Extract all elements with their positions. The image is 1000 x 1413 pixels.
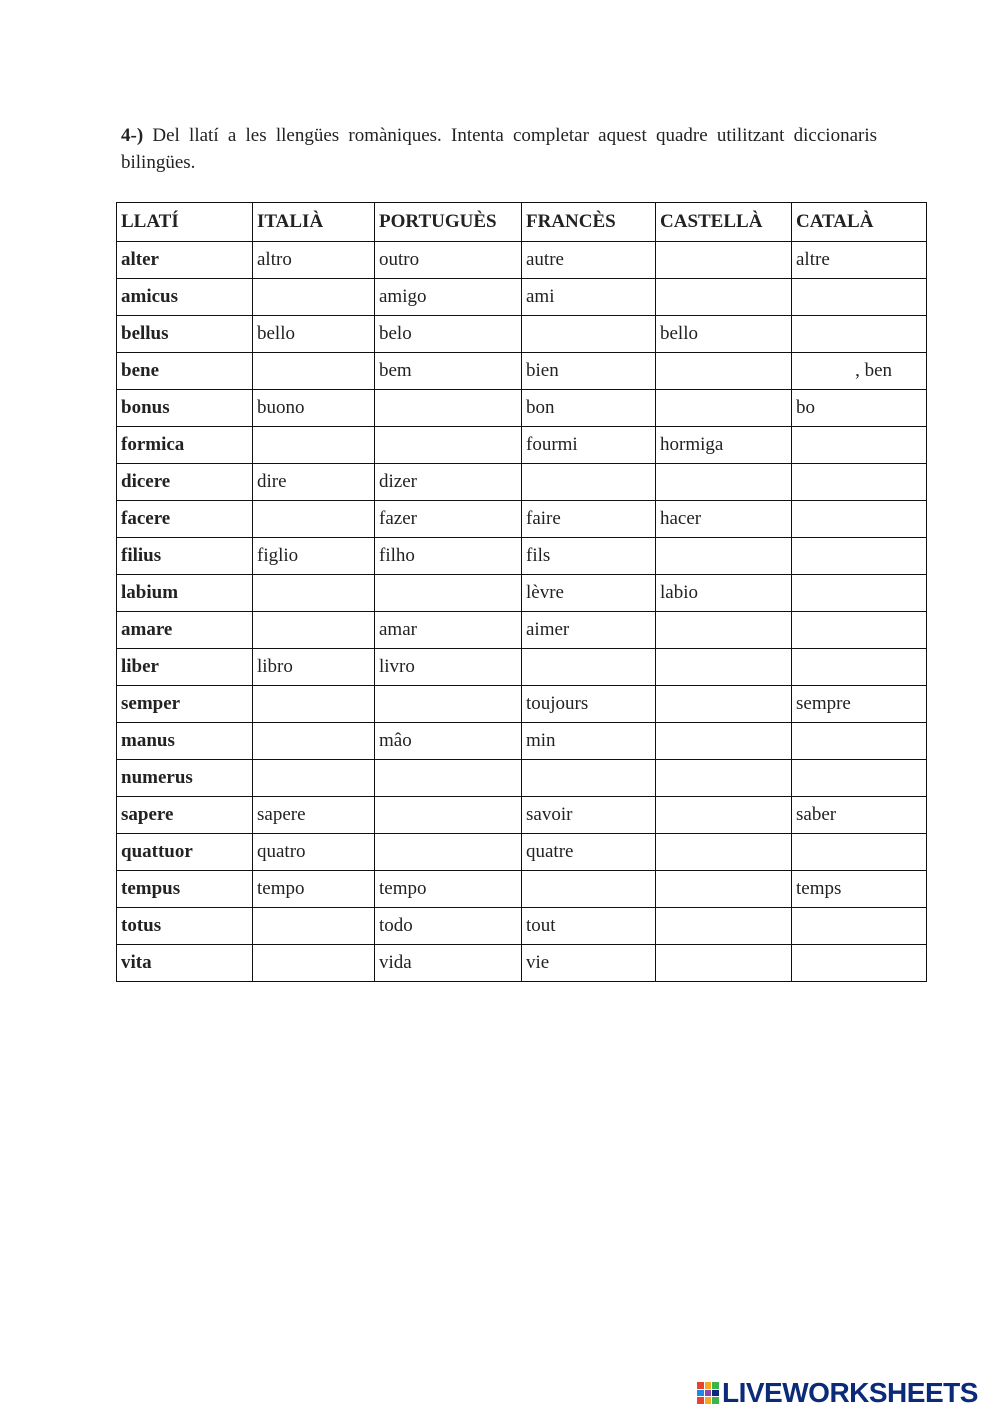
catalan-cell[interactable]: [792, 723, 927, 760]
exercise-number: 4-): [121, 125, 144, 146]
portuguese-cell: livro: [375, 649, 522, 686]
french-cell: faire: [522, 501, 656, 538]
table-row: [117, 501, 927, 538]
portuguese-cell: tempo: [375, 871, 522, 908]
latin-word-cell: manus: [117, 723, 253, 760]
catalan-cell[interactable]: [792, 427, 927, 464]
logo-square: [705, 1397, 712, 1404]
latin-word-cell: dicere: [117, 464, 253, 501]
table-row: [117, 427, 927, 464]
liveworksheets-logo: [697, 1377, 978, 1408]
italian-cell[interactable]: [253, 575, 375, 612]
portuguese-cell: amigo: [375, 279, 522, 316]
latin-word-cell: numerus: [117, 760, 253, 797]
italian-cell: buono: [253, 390, 375, 427]
latin-word-cell: formica: [117, 427, 253, 464]
catalan-cell[interactable]: [792, 908, 927, 945]
table-row: [117, 538, 927, 575]
portuguese-cell: amar: [375, 612, 522, 649]
table-row: [117, 945, 927, 982]
portuguese-cell[interactable]: [375, 427, 522, 464]
italian-cell[interactable]: [253, 612, 375, 649]
spanish-cell[interactable]: [656, 279, 792, 316]
spanish-cell[interactable]: [656, 464, 792, 501]
catalan-cell[interactable]: [792, 834, 927, 871]
catalan-cell[interactable]: [792, 575, 927, 612]
french-cell[interactable]: [522, 760, 656, 797]
catalan-cell[interactable]: [792, 538, 927, 575]
spanish-cell[interactable]: [656, 834, 792, 871]
spanish-cell[interactable]: [656, 390, 792, 427]
french-cell: vie: [522, 945, 656, 982]
portuguese-cell[interactable]: [375, 575, 522, 612]
logo-square: [705, 1382, 712, 1389]
latin-word-cell: quattuor: [117, 834, 253, 871]
catalan-cell: temps: [792, 871, 927, 908]
french-cell: tout: [522, 908, 656, 945]
portuguese-cell: belo: [375, 316, 522, 353]
latin-word-cell: facere: [117, 501, 253, 538]
french-cell: savoir: [522, 797, 656, 834]
italian-cell[interactable]: [253, 760, 375, 797]
spanish-cell: hormiga: [656, 427, 792, 464]
french-cell: bien: [522, 353, 656, 390]
italian-cell: tempo: [253, 871, 375, 908]
spanish-cell[interactable]: [656, 612, 792, 649]
header-french: FRANCÈS: [522, 203, 656, 242]
portuguese-cell: dizer: [375, 464, 522, 501]
logo-square: [697, 1382, 704, 1389]
italian-cell: bello: [253, 316, 375, 353]
logo-square: [712, 1382, 719, 1389]
table-row: [117, 353, 927, 390]
spanish-cell: hacer: [656, 501, 792, 538]
french-cell[interactable]: [522, 871, 656, 908]
table-row: [117, 390, 927, 427]
portuguese-cell: bem: [375, 353, 522, 390]
table-row: [117, 686, 927, 723]
liveworksheets-logo-icon: [697, 1382, 719, 1404]
portuguese-cell: outro: [375, 242, 522, 279]
table-row: [117, 908, 927, 945]
catalan-cell: sempre: [792, 686, 927, 723]
catalan-cell: , ben: [792, 353, 927, 390]
french-cell: autre: [522, 242, 656, 279]
logo-square: [697, 1390, 704, 1397]
italian-cell[interactable]: [253, 908, 375, 945]
catalan-cell[interactable]: [792, 649, 927, 686]
latin-word-cell: liber: [117, 649, 253, 686]
latin-word-cell: alter: [117, 242, 253, 279]
table-row: [117, 464, 927, 501]
spanish-cell[interactable]: [656, 686, 792, 723]
spanish-cell[interactable]: [656, 908, 792, 945]
latin-word-cell: semper: [117, 686, 253, 723]
spanish-cell[interactable]: [656, 871, 792, 908]
italian-cell[interactable]: [253, 723, 375, 760]
header-spanish: CASTELLÀ: [656, 203, 792, 242]
table-row: [117, 649, 927, 686]
italian-cell[interactable]: [253, 353, 375, 390]
french-cell: fourmi: [522, 427, 656, 464]
spanish-cell[interactable]: [656, 945, 792, 982]
table-row: [117, 316, 927, 353]
table-row: [117, 871, 927, 908]
italian-cell[interactable]: [253, 945, 375, 982]
portuguese-cell[interactable]: [375, 797, 522, 834]
italian-cell: libro: [253, 649, 375, 686]
latin-word-cell: sapere: [117, 797, 253, 834]
italian-cell[interactable]: [253, 279, 375, 316]
italian-cell[interactable]: [253, 427, 375, 464]
french-cell: fils: [522, 538, 656, 575]
portuguese-cell[interactable]: [375, 390, 522, 427]
french-cell[interactable]: [522, 316, 656, 353]
table-row: [117, 723, 927, 760]
portuguese-cell: fazer: [375, 501, 522, 538]
italian-cell: quatro: [253, 834, 375, 871]
brand-name: LIVEWORKSHEETS: [722, 1377, 978, 1408]
portuguese-cell: mâo: [375, 723, 522, 760]
latin-word-cell: amicus: [117, 279, 253, 316]
italian-cell: altro: [253, 242, 375, 279]
catalan-cell: bo: [792, 390, 927, 427]
table-row: [117, 760, 927, 797]
table-row: [117, 834, 927, 871]
catalan-cell[interactable]: [792, 464, 927, 501]
spanish-cell[interactable]: [656, 723, 792, 760]
catalan-cell[interactable]: [792, 316, 927, 353]
spanish-cell[interactable]: [656, 649, 792, 686]
catalan-cell: saber: [792, 797, 927, 834]
catalan-cell[interactable]: [792, 501, 927, 538]
catalan-cell[interactable]: [792, 945, 927, 982]
header-latin: LLATÍ: [117, 203, 253, 242]
catalan-cell[interactable]: [792, 612, 927, 649]
portuguese-cell: filho: [375, 538, 522, 575]
italian-cell: sapere: [253, 797, 375, 834]
french-cell[interactable]: [522, 464, 656, 501]
spanish-cell[interactable]: [656, 353, 792, 390]
italian-cell: figlio: [253, 538, 375, 575]
french-cell[interactable]: [522, 649, 656, 686]
header-row: [117, 203, 927, 242]
spanish-cell: labio: [656, 575, 792, 612]
logo-square: [705, 1390, 712, 1397]
catalan-cell[interactable]: [792, 279, 927, 316]
french-cell: min: [522, 723, 656, 760]
table-body: [117, 242, 927, 982]
french-cell: bon: [522, 390, 656, 427]
table-row: [117, 242, 927, 279]
french-cell: aimer: [522, 612, 656, 649]
header-italian: ITALIÀ: [253, 203, 375, 242]
table-row: [117, 575, 927, 612]
latin-word-cell: bene: [117, 353, 253, 390]
spanish-cell[interactable]: [656, 538, 792, 575]
instruction-body: Del llatí a les llengües romàniques. Intenta completar aquest quadre utilitzant diccionaris bilingües.: [121, 125, 877, 173]
table-row: [117, 797, 927, 834]
portuguese-cell[interactable]: [375, 834, 522, 871]
table-row: [117, 279, 927, 316]
latin-word-cell: tempus: [117, 871, 253, 908]
portuguese-cell[interactable]: [375, 686, 522, 723]
latin-word-cell: labium: [117, 575, 253, 612]
latin-word-cell: amare: [117, 612, 253, 649]
italian-cell: dire: [253, 464, 375, 501]
logo-square: [697, 1397, 704, 1404]
latin-word-cell: totus: [117, 908, 253, 945]
latin-word-cell: filius: [117, 538, 253, 575]
catalan-cell: altre: [792, 242, 927, 279]
latin-word-cell: bonus: [117, 390, 253, 427]
spanish-cell: bello: [656, 316, 792, 353]
latin-word-cell: bellus: [117, 316, 253, 353]
portuguese-cell[interactable]: [375, 760, 522, 797]
spanish-cell[interactable]: [656, 797, 792, 834]
italian-cell[interactable]: [253, 501, 375, 538]
logo-square: [712, 1397, 719, 1404]
italian-cell[interactable]: [253, 686, 375, 723]
header-catalan: CATALÀ: [792, 203, 927, 242]
table-row: [117, 612, 927, 649]
instruction-text: [121, 122, 877, 176]
catalan-cell[interactable]: [792, 760, 927, 797]
french-cell: quatre: [522, 834, 656, 871]
french-cell: ami: [522, 279, 656, 316]
portuguese-cell: vida: [375, 945, 522, 982]
portuguese-cell: todo: [375, 908, 522, 945]
header-portuguese: PORTUGUÈS: [375, 203, 522, 242]
spanish-cell[interactable]: [656, 760, 792, 797]
french-cell: lèvre: [522, 575, 656, 612]
logo-square: [712, 1390, 719, 1397]
latin-word-cell: vita: [117, 945, 253, 982]
translation-table: [116, 202, 927, 982]
spanish-cell[interactable]: [656, 242, 792, 279]
french-cell: toujours: [522, 686, 656, 723]
